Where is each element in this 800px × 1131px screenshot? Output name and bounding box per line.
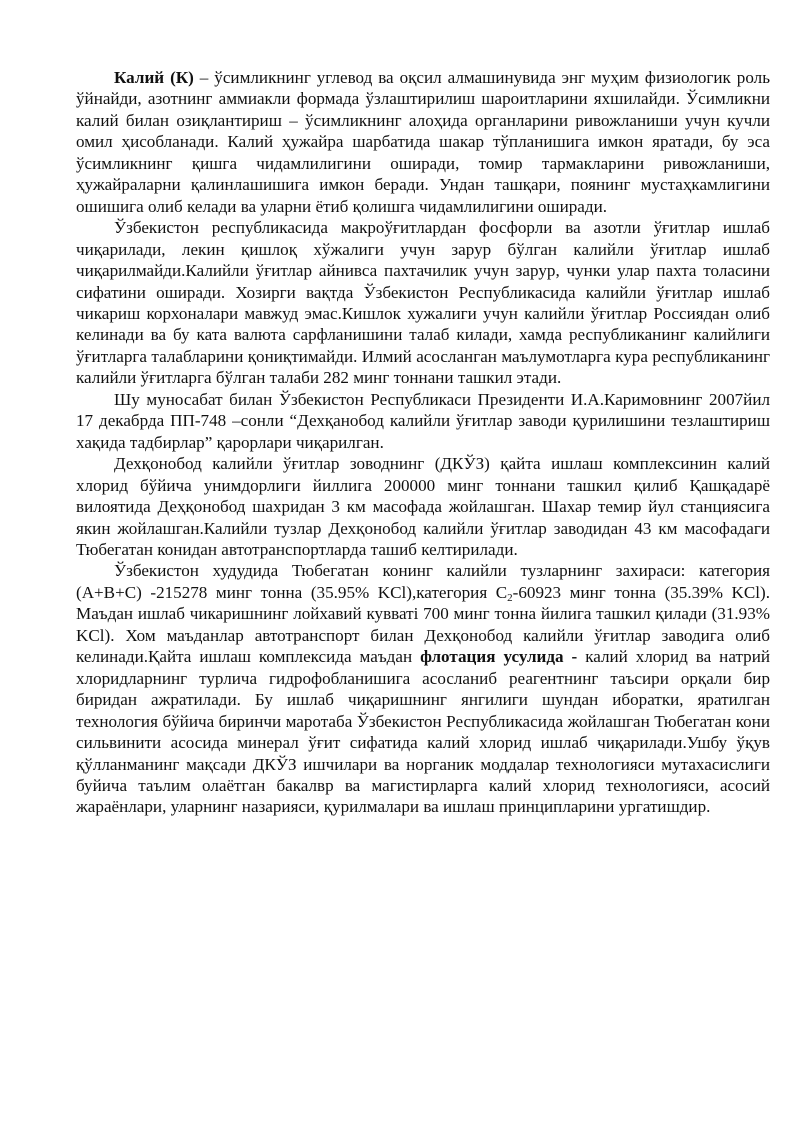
paragraph-text: Дехқонобод калийли ўғитлар зоводнинг (ДКЎЗ) қайта ишлаш комплексинин калий хлорид бўйича унимдорлиги йиллига 200000 минг тоннани ташкил қилиб Қашқадарё вилоятида Деҳқонобод шахридан 3 км масофада жойлашган. Шахар темир йул станциясига якин жойлашган.Калийли тузлар Дехқонобод калийли ўғитлар заводидан 43 км масофадаги Тюбегатан конидан автотранспортларда ташиб келтирилади. xyxy=(76,454,770,559)
paragraph-text: -60923 минг тонна (35.39% KCl). Маъдан ишлаб чикаришнинг лойхавий кувватi 700 минг тонна йилига ташкил қилади (31.93% KCl). Хом маъданлар автотранспорт билан Дехқонобод калийли ўғитлар заводига олиб келинади.Қайта ишлаш комплексида маъдан xyxy=(76,582,770,667)
paragraph-text: Ўзбекистон республикасида макроўғитлардан фосфорли ва азотли ўғитлар ишлаб чиқарилади, лекин қишлоқ хўжалиги учун зарур бўлган калийли ўғитлар ишлаб чиқарилмайди.Калийли ўғитлар айнивса пахтачилик учун зарур, чунки улар пахта толасини сифатини оширади. Хозирги вақтда Ўзбекистон Республикасида калийли ўғитлар ишлаб чикариш корхоналари мавжуд эмас.Кишлок хужалиги учун калийли ўғитлар Россиядан олиб келинади ва бу ката валюта сарфланишини талаб килади, хамда республиканинг калийлиги ўғитларга талабларини қониқтимайди. Илмий асосланган маълумотларга кура республиканинг калийли ўғитларга бўлган талаби 282 минг тоннани ташкил этади. xyxy=(76,218,770,388)
paragraph-text: – ўсимликнинг углевод ва оқсил алмашинувида энг муҳим физиологик роль ўйнайди, азотнинг аммиакли формада ўзлаштирилиш шароитларини яхшилайди. Ўсимликни калий билан озиқлантириш – ўсимликнинг алоҳида органларини ривожланиши учун кучли омил ҳисобланади. Калий ҳужайра шарбатида шакар тўпланишига имкон яратади, бу эса ўсимликнинг қишга чидамлилигини оширади, томир тармакларини ривожланиши, ҳужайраларни қалинлашишига имкон беради. Ундан ташқари, поянинг мустаҳкамлигини ошишига олиб келади ва уларни ётиб қолишга чидамлилигини оширади. xyxy=(76,68,770,216)
paragraph-presidential-decree xyxy=(76,389,770,453)
paragraph-text: Ўзбекистон худудида Тюбегатан конинг калийли тузларнинг захираси: категория (А+В+С) -215278 минг тонна (35.95% KCl),категория С xyxy=(76,561,770,602)
term-flotation: флотация усулида - xyxy=(420,647,578,667)
paragraph-tyubegatan-reserves xyxy=(76,560,770,817)
paragraph-text: калий хлорид ва натрий хлоридларнинг турлича гидрофобланишига асосланиб реагентнинг таъсири орқали бир биридан ажратилади. Бу ишлаб чиқаришнинг янгилиги шундан иборатки, яратилган технология бўйича биринчи маротаба Ўзбекистон Республикасида жойлашган Тюбегатан кони сильвинити асосида минерал ўғит сифатида калий хлорид ишлаб чиқарилади.Ушбу ўқув қўлланманинг мақсади ДКЎЗ ишчилари ва норганик моддалар технологияси мутахасислиги буйича таълим олаётган бакалвр ва магистирларга калий хлорид технологияси, асосий жараёнлари, уларнинг назарияси, қурилмалари ва ишлаш принципларини ургатишдир. xyxy=(76,647,770,817)
document-page xyxy=(76,67,770,818)
category-subscript: 2 xyxy=(507,591,513,604)
paragraph-uzbekistan-fertilizers xyxy=(76,217,770,389)
term-potassium: Калий (К) xyxy=(114,68,194,87)
paragraph-potassium-role xyxy=(76,67,770,217)
paragraph-dehqonobod-plant xyxy=(76,453,770,560)
paragraph-text: Шу муносабат билан Ўзбекистон Республикаси Президенти И.А.Каримовнинг 2007йил 17 декабрда ПП-748 –сонли “Дехқанобод калийли ўғитлар заводи қурилишини тезлаштириш хақида тадбирлар” қарорлари чиқарилган. xyxy=(76,389,770,452)
